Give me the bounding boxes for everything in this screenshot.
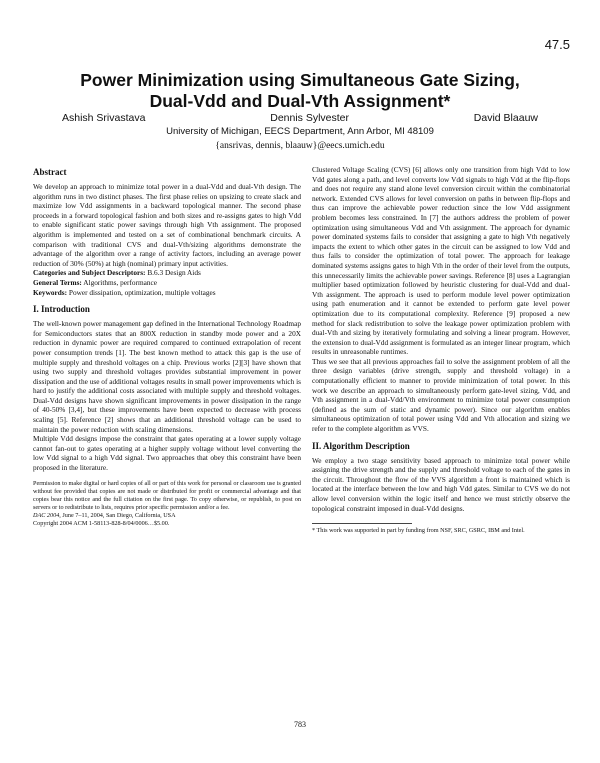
right-column [312, 165, 570, 535]
algorithm-heading: II. Algorithm Description [312, 440, 410, 451]
paper-title [40, 70, 560, 112]
author-name: Ashish Srivastava [62, 112, 146, 124]
conference-name: DAC 2004 [33, 512, 60, 519]
author-list [62, 112, 538, 124]
keywords-value: Power dissipation, optimization, multiple voltages [68, 287, 216, 297]
copyright-line: Copyright 2004 ACM 1-58113-828-8/04/0006…$5.00. [33, 520, 170, 528]
categories-line [33, 268, 301, 278]
abstract-heading: Abstract [33, 167, 67, 177]
footnote-divider [312, 523, 412, 524]
page-number: 783 [294, 720, 306, 729]
general-terms-label: General Terms: [33, 277, 82, 287]
introduction-paragraph: Multiple Vdd designs impose the constraint that gates operating at a lower supply voltage cannot fan-out to gates operating at a higher supply voltage without level converting the low Vdd signal to a high Vdd signal. Two approaches that obey this constraint have been proposed in the literature. [33, 434, 301, 473]
categories-value: B.6.3 Design Aids [147, 268, 201, 278]
algorithm-section [312, 441, 570, 514]
abstract-text: We develop an approach to minimize total power in a dual-Vdd and dual-Vth design. The algorithm runs in two distinct phases. The first phase relies on upsizing to create slack and maximize low Vdd assignments in a backward topological manner. The second phase proceeds in a forward topological fashion and both sizes and re-assigns gates to high Vdd to enable significant static power savings through high Vth assignment. The proposed algorithm is implemented and tested on a set of combinational benchmark circuits. A comparison with traditional CVS and dual-Vth/sizing algorithms demonstrate the advantage of the algorithm over a range of activity factors, including an average power reduction of 30% (50%) at high (nominal) primary input activities. [33, 182, 301, 268]
permission-notice [33, 480, 301, 529]
permission-text: Permission to make digital or hard copies of all or part of this work for personal or classroom use is granted without fee provided that copies are not made or distributed for profit or commercial advantage and that copies bear this notice and the full citation on the first page. To copy otherwise, or republish, to post on servers or to redistribute to lists, requires prior specific permission and/or a fee. [33, 479, 301, 511]
introduction-paragraph: The well-known power management gap defined in the International Technology Roadmap for Semiconductors states that an 800X reduction in standby mode power and a 20X reduction in dynamic power are required compared to continued extrapolation of recent power consumption trends [1]. The best known method to attack this gap is the use of multiple supply and threshold voltages on a chip. Previous works [2][3] have shown that using two supply and threshold voltages provides substantial improvement in power dissipation and the use of additional voltages results in small power improvements which is hard to justify the additional costs associated with multiple supply and threshold voltages. Dual-Vdd designs have shown significant improvements in power dissipation in the range of 40-50% [3,4], but these improvements have been expected to decrease with process scaling [5]. Reference [2] shows that an additional threshold voltage can be used to maintain the power reduction with scaling dimensions. [33, 319, 301, 434]
title-line-1: Power Minimization using Simultaneous Gate Sizing, [80, 70, 520, 90]
author-emails: {ansrivas, dennis, blaauw}@eecs.umich.edu [215, 141, 385, 151]
author-name: Dennis Sylvester [270, 112, 350, 124]
conference-line [33, 512, 301, 520]
categories-label: Categories and Subject Descriptors: [33, 268, 146, 278]
left-column [33, 167, 301, 528]
conference-details: , June 7–11, 2004, San Diego, California, USA [59, 512, 176, 519]
session-number: 47.5 [544, 37, 570, 52]
keywords-label: Keywords: [33, 287, 68, 297]
body-paragraph: Thus we see that all previous approaches fail to solve the assignment problem of all the three design variables (drive strength, supply and threshold voltage) in a computationally efficient to manner to provide minimization of total power. In this work we describe an approach to simultaneously perform gate-level sizing, Vdd, and Vth assignment in a dual-Vdd/Vth environment to minimize total power consumption (defined as the sum of static and dynamic power). Since our algorithm enables simultaneous optimization of total power using Vdd and Vth allocation and sizing we refer to the complete algorithm as VVS. [312, 356, 570, 434]
body-paragraph: Clustered Voltage Scaling (CVS) [6] allows only one transition from high Vdd to low Vdd gates along a path, and level converts low Vdd signals to high Vdd at the flip-flops and does not require any stand alone level conversion circuit within the combinatorial network. Extended CVS allows for level conversion on paths in between flip-flops and thus can improve the achievable power reduction since the low Vdd assignment problem becomes less constrained. In [7] the authors address the problem of power optimization using simultaneous Vdd and Vth assignment. The approach for dynamic power dominated systems fails to consider that assigning a gate to high Vth negatively impacts the extent to which other gates in the circuit can be assigned to low Vdd and thus fails to consider the optimization of total power. The approach for leakage dominated systems assigns gates to high Vth in the order of their level from the outputs, this unnecessarily limits the achievable power savings. Reference [8] uses a Lagrangian multiplier based optimization followed by heuristic clustering for dual-Vdd and dual-Vth assignment. The approach is used to perform module level power optimization using path enumeration and it cannot be extended to perform gate level power optimization due to its computational complexity. Reference [9] proposed a new method for slack redistribution to solve the leakage power optimization problem with dual-Vth and sizing by iteratively formulating and solving a linear program. However, the extension to dual-Vdd assignment is formulated as an integer linear program, which results in unreasonable runtimes. [312, 165, 570, 357]
algorithm-paragraph: We employ a two stage sensitivity based approach to minimize total power while assigning the drive strength and the supply and threshold voltage to each of the gates in the circuit. Throughout the flow of the VVS algorithm a front is maintained which is located at the interface between the low and high Vdd gates. Similar to CVS we do not allow level conversion within the logic itself and hence we must strictly observe the topological constraint imposed in dual-Vdd designs. [312, 455, 570, 513]
introduction-heading: I. Introduction [33, 304, 90, 315]
title-line-2: Dual-Vdd and Dual-Vth Assignment* [149, 91, 451, 111]
general-terms-value: Algorithms, performance [83, 277, 158, 287]
affiliation: University of Michigan, EECS Department, Ann Arbor, MI 48109 [166, 126, 434, 137]
author-name: David Blaauw [473, 112, 538, 124]
footnote: * This work was supported in part by funding from NSF, SRC, GSRC, IBM and Intel. [312, 527, 525, 535]
keywords-line [33, 288, 301, 298]
introduction-section [33, 304, 301, 473]
general-terms-line [33, 278, 301, 288]
